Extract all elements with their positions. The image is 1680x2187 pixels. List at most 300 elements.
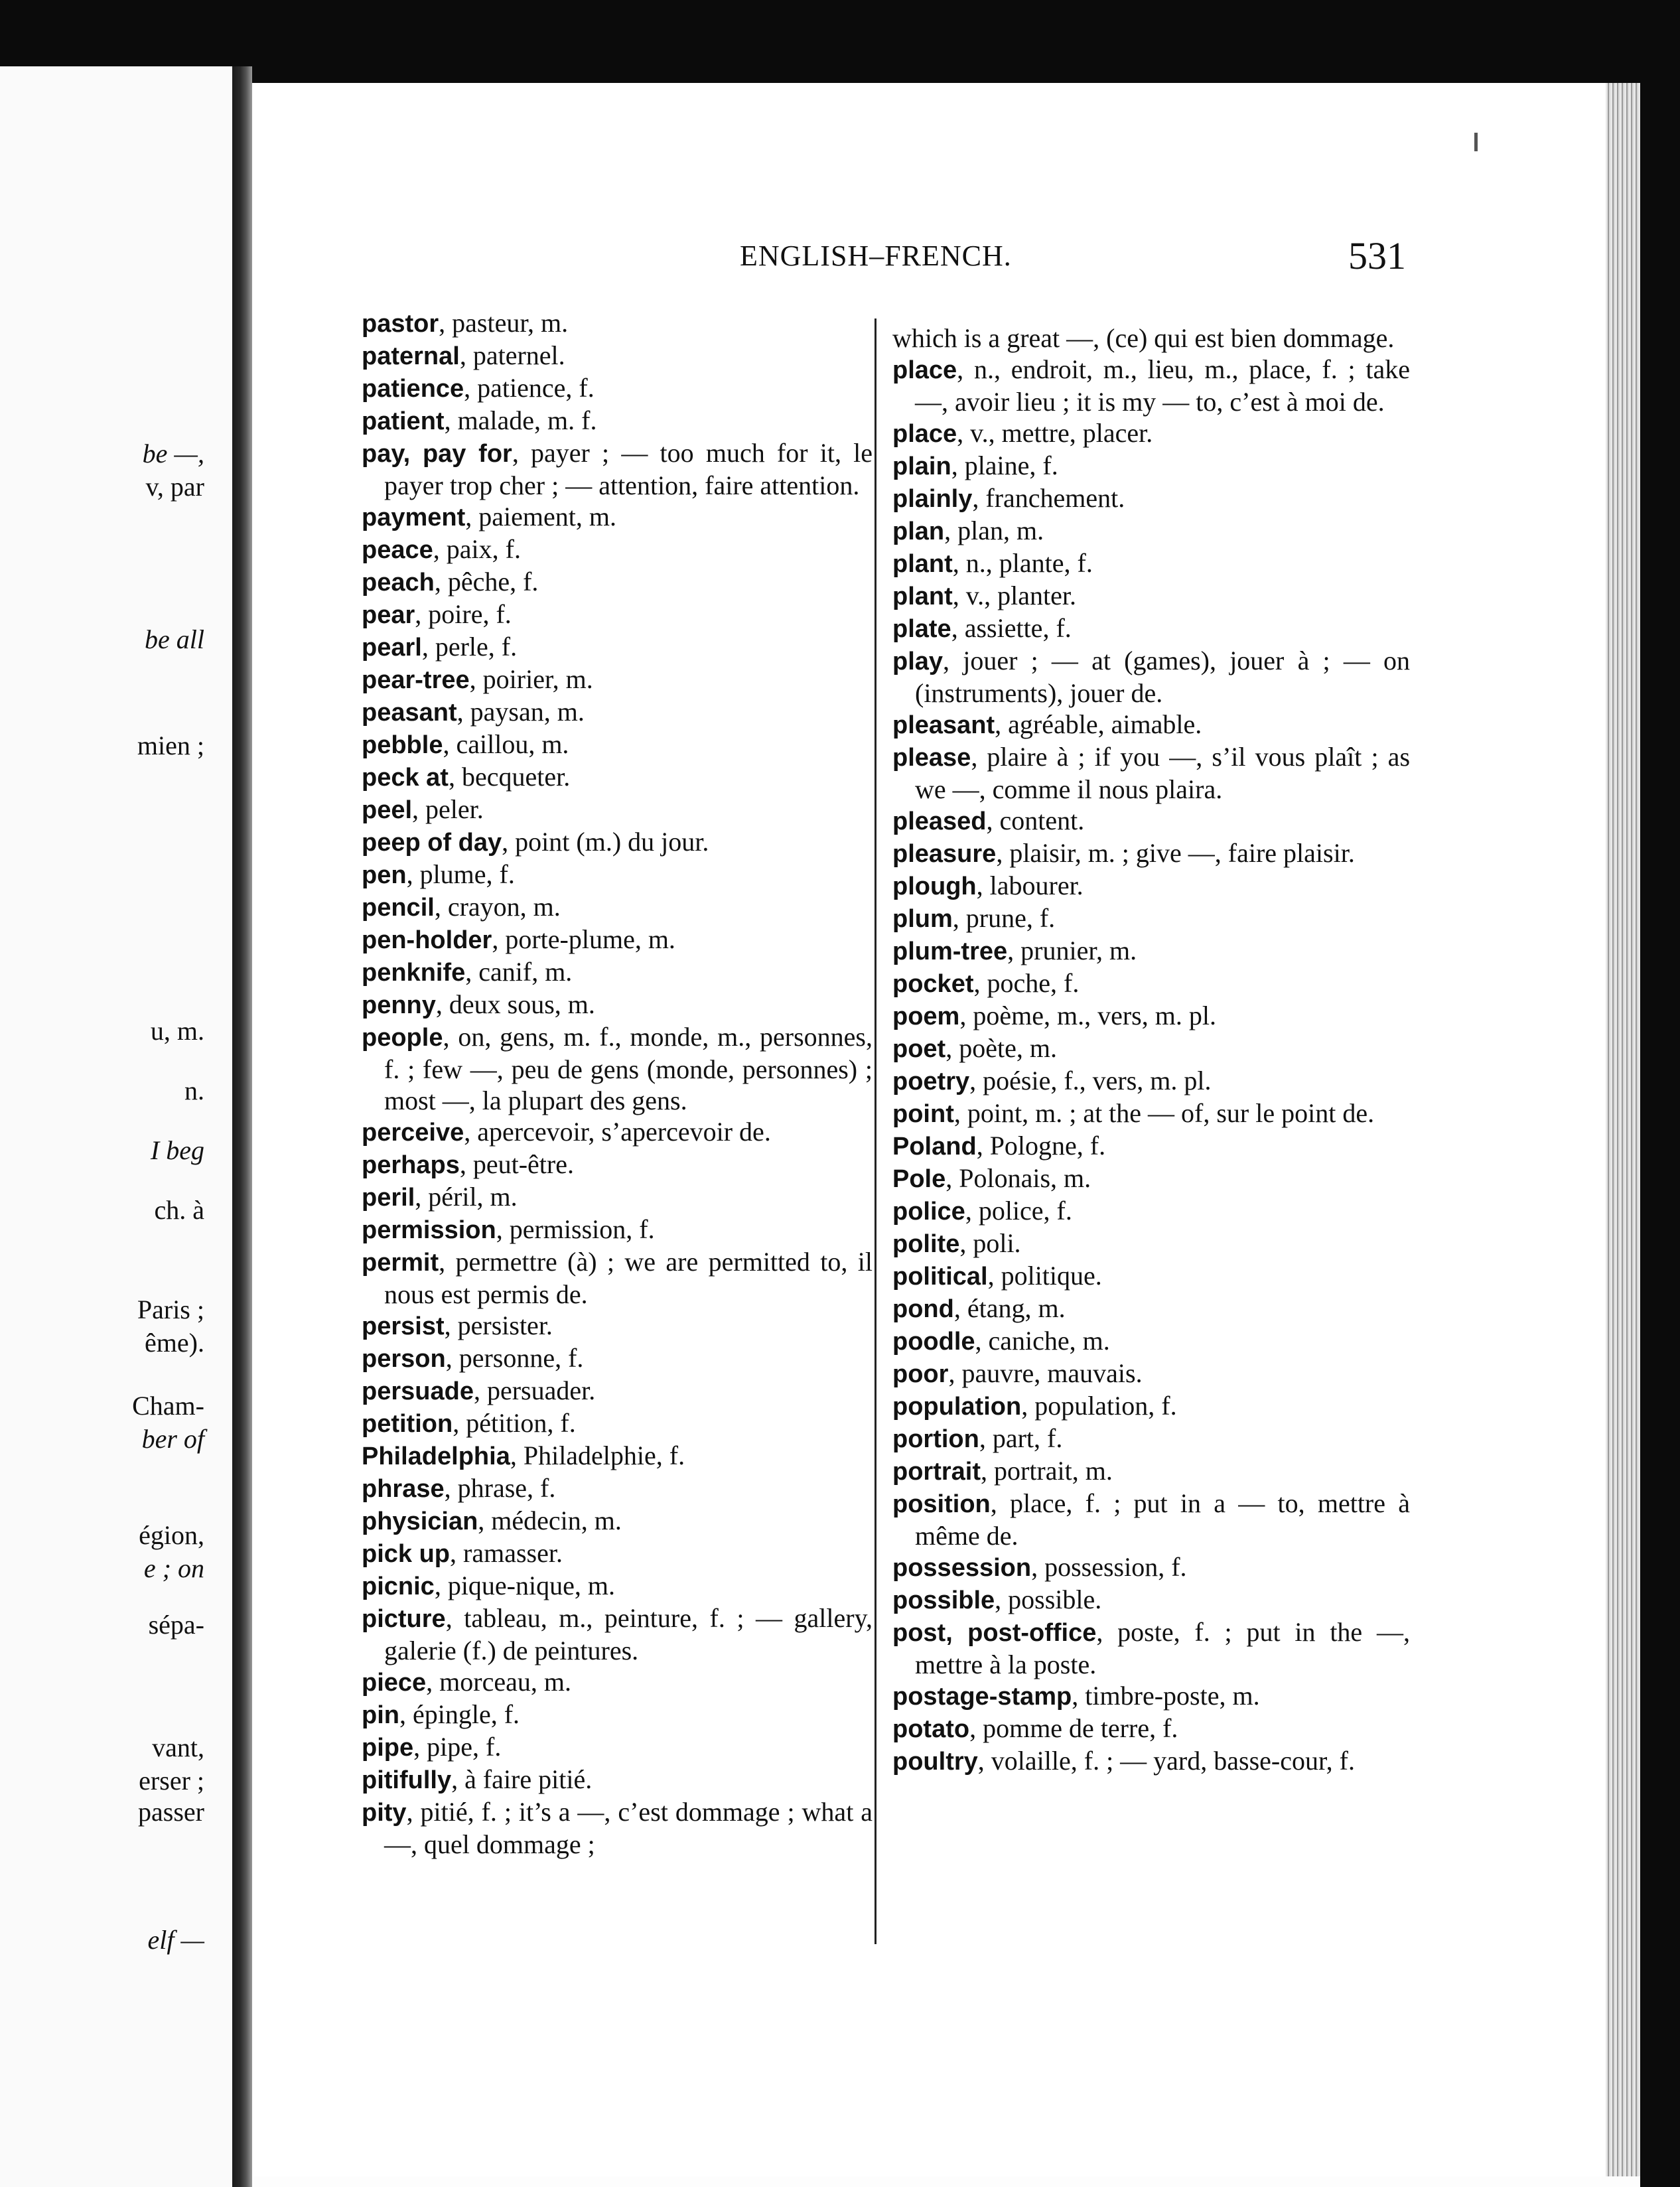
dictionary-entry — [362, 501, 873, 533]
entry-separator: , — [502, 827, 516, 857]
entry-headword: pond — [892, 1295, 954, 1323]
entry-definition: ramasser. — [463, 1538, 563, 1568]
dictionary-entry — [362, 891, 873, 924]
entry-separator: , — [444, 405, 458, 435]
entry-definition: portrait, m. — [994, 1456, 1113, 1486]
dictionary-entry — [362, 631, 873, 664]
entry-separator: , — [986, 806, 1000, 835]
dictionary-entry — [892, 1130, 1410, 1163]
entry-separator: , — [453, 1408, 466, 1438]
entry-headword: persist — [362, 1312, 445, 1340]
entry-definition: politique. — [1001, 1261, 1102, 1291]
entry-headword: perceive — [362, 1119, 464, 1147]
entry-headword: plant — [892, 583, 953, 610]
entry-separator: , — [492, 924, 506, 954]
dictionary-entry — [362, 340, 873, 372]
dictionary-entry — [362, 1505, 873, 1537]
dictionary-entry — [892, 1584, 1410, 1616]
entry-headword: population — [892, 1393, 1022, 1421]
dictionary-entry — [892, 1713, 1410, 1745]
entry-headword: play — [892, 648, 944, 675]
dictionary-entry — [362, 405, 873, 437]
entry-definition: which is a great —, (ce) qui est bien dommage. — [892, 323, 1395, 353]
entry-definition: paysan, m. — [470, 697, 585, 727]
entry-headword: payment — [362, 504, 466, 531]
dictionary-entry — [362, 696, 873, 729]
page-number: 531 — [1348, 234, 1406, 277]
entry-separator: , — [444, 1473, 458, 1503]
dictionary-column-right — [892, 322, 1410, 1778]
entry-separator: , — [969, 1066, 983, 1095]
dictionary-entry — [362, 1310, 873, 1342]
entry-separator: , — [943, 646, 963, 675]
entry-separator: , — [945, 1033, 959, 1063]
entry-separator: , — [976, 1131, 990, 1161]
entry-separator: , — [972, 483, 986, 513]
entry-definition: poésie, f., vers, m. pl. — [983, 1066, 1212, 1095]
entry-headword: plough — [892, 873, 977, 900]
entry-separator: , — [473, 1376, 487, 1405]
entry-definition: part, f. — [992, 1423, 1063, 1453]
left-page-fragment: be all — [145, 624, 204, 654]
entry-definition: caillou, m. — [456, 729, 569, 759]
entry-definition: franchement. — [985, 483, 1125, 513]
dictionary-entry — [892, 1260, 1410, 1293]
entry-headword: poultry — [892, 1748, 978, 1776]
entry-headword: possession — [892, 1554, 1032, 1582]
dictionary-entry — [362, 1570, 873, 1602]
dictionary-entry — [892, 805, 1410, 837]
entry-separator: , — [434, 1571, 448, 1600]
entry-separator: , — [953, 1293, 967, 1323]
entry-separator: , — [496, 1214, 510, 1244]
entry-separator: , — [445, 1343, 459, 1373]
entry-separator: , — [965, 1196, 979, 1226]
entry-separator: , — [444, 1310, 458, 1340]
dictionary-entry — [362, 1342, 873, 1375]
left-page-fragment: v, par — [145, 472, 204, 502]
entry-definition: phrase, f. — [457, 1473, 556, 1503]
dictionary-entry — [892, 709, 1410, 741]
entry-headword: plum — [892, 905, 953, 933]
entry-definition: labourer. — [989, 871, 1084, 900]
dictionary-entry — [362, 1246, 873, 1310]
dictionary-entry — [362, 1116, 873, 1149]
left-page-fragment: égion, — [139, 1520, 204, 1550]
dictionary-entry — [892, 547, 1410, 580]
entry-separator: , — [996, 838, 1010, 868]
dictionary-entry — [892, 870, 1410, 902]
entry-headword: pearl — [362, 634, 422, 662]
entry-headword: poet — [892, 1035, 946, 1063]
entry-definition: Pologne, f. — [989, 1131, 1106, 1161]
left-page-fragment: u, m. — [150, 1016, 204, 1046]
dictionary-entry — [892, 1455, 1410, 1488]
entry-headword: permission — [362, 1216, 496, 1244]
entry-definition: personne, f. — [458, 1343, 584, 1373]
left-page-fragment: vant, — [152, 1732, 204, 1762]
entry-separator: , — [987, 1261, 1001, 1291]
entry-headword: plan — [892, 518, 945, 545]
dictionary-entry — [362, 956, 873, 989]
dictionary-entry — [892, 967, 1410, 1000]
entry-definition: pétition, f. — [466, 1408, 576, 1438]
entry-separator: , — [976, 871, 990, 900]
entry-separator: , — [1072, 1681, 1085, 1711]
entry-separator: , — [439, 308, 453, 338]
entry-headword: potato — [892, 1715, 970, 1743]
dictionary-entry — [362, 1407, 873, 1440]
dictionary-entry — [892, 580, 1410, 612]
left-page-fragment: ber of — [141, 1424, 204, 1454]
dictionary-entry — [362, 599, 873, 631]
entry-definition: point (m.) du jour. — [515, 827, 709, 857]
entry-headword: police — [892, 1198, 965, 1226]
entry-headword: place — [892, 420, 957, 448]
entry-definition: assiette, f. — [964, 613, 1072, 643]
entry-headword: pick up — [362, 1540, 451, 1568]
dictionary-entry — [892, 1032, 1410, 1065]
entry-definition: volaille, f. ; — yard, basse-cour, f. — [991, 1746, 1356, 1776]
dictionary-entry — [362, 1537, 873, 1570]
entry-definition: apercevoir, s’apercevoir de. — [477, 1117, 771, 1147]
dictionary-entry — [362, 761, 873, 794]
entry-headword: Pole — [892, 1165, 946, 1193]
entry-headword: plainly — [892, 485, 973, 513]
entry-headword: point — [892, 1100, 954, 1128]
dictionary-entry — [362, 1602, 873, 1666]
entry-definition: Polonais, m. — [959, 1163, 1091, 1193]
page-edges — [1606, 83, 1640, 2176]
dictionary-entry — [892, 741, 1410, 805]
dictionary-entry — [892, 1163, 1410, 1195]
entry-headword: persuade — [362, 1377, 474, 1405]
entry-definition: morceau, m. — [439, 1667, 571, 1697]
entry-definition: timbre-poste, m. — [1085, 1681, 1260, 1711]
entry-separator: , — [971, 742, 987, 772]
entry-separator: , — [450, 1538, 464, 1568]
dictionary-entry — [892, 902, 1410, 935]
entry-headword: peach — [362, 569, 435, 597]
entry-separator: , — [969, 1713, 983, 1743]
entry-headword: penny — [362, 991, 436, 1019]
entry-headword: position — [892, 1490, 991, 1518]
entry-separator: , — [1021, 1391, 1035, 1421]
dictionary-entry — [892, 1745, 1410, 1778]
entry-headword: pitifully — [362, 1766, 452, 1794]
entry-headword: pleasant — [892, 711, 995, 739]
dictionary-entry — [892, 1358, 1410, 1390]
entry-headword: pen-holder — [362, 926, 492, 954]
entry-definition: deux sous, m. — [449, 989, 595, 1019]
left-page-fragment: elf — — [147, 1925, 204, 1955]
entry-headword: picnic — [362, 1573, 435, 1600]
entry-separator: , — [952, 581, 966, 610]
dictionary-entry — [892, 1325, 1410, 1358]
entry-definition: poète, m. — [959, 1033, 1057, 1063]
entry-headword: political — [892, 1263, 988, 1291]
entry-headword: permit — [362, 1249, 439, 1277]
entry-separator: , — [445, 1603, 464, 1633]
running-header: ENGLISH–FRENCH. — [740, 240, 1012, 272]
dictionary-entry — [362, 989, 873, 1021]
entry-headword: patient — [362, 407, 445, 435]
entry-definition: pauvre, mauvais. — [961, 1358, 1143, 1388]
dictionary-entry — [362, 1796, 873, 1860]
entry-definition: caniche, m. — [988, 1326, 1110, 1356]
entry-headword: portion — [892, 1425, 979, 1453]
column-divider — [875, 318, 876, 1944]
entry-definition: n., plante, f. — [965, 548, 1093, 578]
dictionary-entry — [362, 1440, 873, 1472]
entry-definition: plume, f. — [419, 859, 515, 889]
entry-definition: médecin, m. — [491, 1506, 622, 1535]
entry-headword: peck at — [362, 764, 449, 792]
entry-definition: plaine, f. — [964, 451, 1058, 480]
entry-headword: pocket — [892, 970, 974, 998]
entry-definition: permission, f. — [509, 1214, 655, 1244]
entry-separator: , — [957, 354, 974, 384]
entry-separator: , — [434, 892, 448, 922]
entry-headword: pencil — [362, 894, 435, 922]
entry-headword: people — [362, 1024, 443, 1052]
entry-separator: , — [977, 1746, 991, 1776]
entry-separator: , — [995, 1585, 1009, 1614]
dictionary-entry — [362, 1214, 873, 1246]
entry-separator: , — [948, 1358, 962, 1388]
left-page-fragment: passer — [138, 1797, 204, 1827]
entry-headword: patience — [362, 375, 464, 403]
entry-separator: , — [443, 729, 456, 759]
entry-headword: pleased — [892, 808, 987, 835]
dictionary-entry — [892, 1065, 1410, 1097]
entry-definition: poche, f. — [987, 968, 1080, 998]
entry-definition: peler. — [425, 794, 484, 824]
entry-definition: possible. — [1008, 1585, 1102, 1614]
scan-speck — [1474, 133, 1478, 151]
entry-definition: pipe, f. — [427, 1732, 502, 1762]
entry-headword: poor — [892, 1360, 949, 1388]
entry-separator: , — [990, 1488, 1011, 1518]
entry-definition: paiement, m. — [478, 502, 616, 531]
dictionary-entry — [362, 859, 873, 891]
entry-headword: poetry — [892, 1068, 970, 1095]
entry-definition: prune, f. — [965, 903, 1056, 933]
entry-headword: plate — [892, 615, 951, 643]
dictionary-entry — [362, 1181, 873, 1214]
entry-separator: , — [406, 859, 420, 889]
entry-separator: , — [1096, 1617, 1118, 1647]
entry-separator: , — [415, 1182, 429, 1212]
entry-definition: persuader. — [486, 1376, 596, 1405]
entry-separator: , — [451, 1764, 465, 1794]
dictionary-entry — [362, 826, 873, 859]
entry-definition: plan, m. — [957, 516, 1044, 545]
entry-definition: on, gens, m. f., monde, m., personnes, f. ; few —, peu de gens (monde, personnes) ; most —, la plupart des gens. — [384, 1022, 873, 1115]
entry-headword: polite — [892, 1230, 960, 1258]
entry-separator: , — [435, 989, 449, 1019]
entry-separator: , — [510, 1441, 524, 1470]
entry-separator: , — [1007, 936, 1021, 965]
entry-headword: pipe — [362, 1734, 414, 1762]
dictionary-entry — [892, 354, 1410, 417]
entry-definition: v., planter. — [965, 581, 1077, 610]
entry-separator: , — [433, 534, 447, 564]
entry-separator: , — [953, 1098, 967, 1128]
entry-separator: , — [952, 903, 966, 933]
entry-definition: possession, f. — [1044, 1552, 1187, 1582]
entry-definition: porte-plume, m. — [505, 924, 675, 954]
entry-headword: perhaps — [362, 1151, 460, 1179]
entry-headword: poem — [892, 1003, 960, 1030]
entry-definition: étang, m. — [967, 1293, 1066, 1323]
entry-headword: pleasure — [892, 840, 997, 868]
entry-separator: , — [448, 762, 462, 792]
entry-headword: postage-stamp — [892, 1683, 1072, 1711]
entry-headword: piece — [362, 1669, 427, 1697]
entry-separator: , — [975, 1326, 989, 1356]
entry-headword: pear — [362, 601, 415, 629]
entry-separator: , — [981, 1456, 994, 1486]
dictionary-entry — [362, 1731, 873, 1764]
entry-definition: point, m. ; at the — of, sur le point de. — [967, 1098, 1375, 1128]
dictionary-entry — [362, 794, 873, 826]
dictionary-entry — [892, 1195, 1410, 1228]
entry-headword: Philadelphia — [362, 1443, 510, 1470]
left-page-fragment: Cham- — [132, 1391, 204, 1421]
dictionary-entry — [892, 1680, 1410, 1713]
entry-definition: plaire à ; if you —, s’il vous plaît ; as we —, comme il nous plaira. — [915, 742, 1411, 804]
entry-definition: agréable, aimable. — [1008, 709, 1202, 739]
entry-definition: poli. — [973, 1228, 1021, 1258]
entry-separator: , — [478, 1506, 492, 1535]
entry-headword: plain — [892, 453, 951, 480]
dictionary-entry — [362, 924, 873, 956]
left-page-fragment: be —, — [142, 439, 204, 468]
entry-definition: becqueter. — [461, 762, 571, 792]
entry-definition: prunier, m. — [1020, 936, 1137, 965]
entry-headword: physician — [362, 1508, 478, 1535]
left-page-fragment: n. — [184, 1076, 204, 1105]
entry-separator: , — [464, 1117, 478, 1147]
entry-headword: penknife — [362, 959, 466, 987]
dictionary-entry — [892, 1000, 1410, 1032]
entry-headword: pity — [362, 1799, 407, 1827]
entry-separator: , — [952, 548, 966, 578]
left-page-fragment: Paris ; — [137, 1295, 204, 1324]
entry-headword: pear-tree — [362, 666, 470, 694]
entry-headword: plum-tree — [892, 938, 1008, 965]
entry-separator: , — [469, 664, 483, 694]
entry-separator: , — [413, 1732, 427, 1762]
dictionary-entry — [362, 533, 873, 566]
dictionary-column-left — [362, 307, 873, 1860]
left-page — [0, 66, 232, 2187]
dictionary-entry — [892, 1551, 1410, 1584]
entry-definition: police, f. — [978, 1196, 1072, 1226]
entry-definition: paternel. — [472, 340, 565, 370]
entry-definition: place, f. ; put in a — to, mettre à même de. — [915, 1488, 1411, 1551]
left-page-fragment: ch. à — [154, 1195, 204, 1225]
entry-definition: tableau, m., peinture, f. ; — gallery, galerie (f.) de peintures. — [384, 1603, 873, 1665]
entry-headword: portrait — [892, 1458, 981, 1486]
entry-separator: , — [459, 1149, 473, 1179]
dictionary-entry — [892, 837, 1410, 870]
dictionary-entry — [892, 515, 1410, 547]
entry-definition: canif, m. — [478, 957, 573, 987]
entry-headword: plant — [892, 550, 953, 578]
entry-headword: Poland — [892, 1133, 977, 1161]
dictionary-entry — [892, 935, 1410, 967]
entry-headword: petition — [362, 1410, 453, 1438]
entry-separator: , — [979, 1423, 993, 1453]
dictionary-entry — [362, 1472, 873, 1505]
entry-definition: pique-nique, m. — [447, 1571, 615, 1600]
entry-definition: crayon, m. — [447, 892, 561, 922]
entry-headword: pebble — [362, 731, 443, 759]
entry-separator: , — [464, 373, 478, 403]
dictionary-entry — [892, 1423, 1410, 1455]
entry-definition: permettre (à) ; we are permitted to, il nous est permis de. — [384, 1247, 873, 1309]
dictionary-entry — [362, 1699, 873, 1731]
entry-headword: peep of day — [362, 829, 502, 857]
entry-definition: pitié, f. ; it’s a —, c’est dommage ; what a —, quel dommage ; — [384, 1797, 873, 1859]
entry-separator: , — [459, 340, 473, 370]
entry-headword: picture — [362, 1605, 446, 1633]
entry-separator: , — [945, 1163, 959, 1193]
entry-separator: , — [944, 516, 958, 545]
book-gutter — [232, 66, 252, 2187]
dictionary-entry — [362, 1764, 873, 1796]
dictionary-entry — [892, 1228, 1410, 1260]
entry-definition: patience, f. — [477, 373, 595, 403]
dictionary-entry — [362, 566, 873, 599]
entry-separator: , — [957, 418, 971, 448]
entry-headword: place — [892, 356, 957, 384]
entry-definition: perle, f. — [435, 632, 518, 662]
entry-definition: jouer ; — at (games), jouer à ; — on (instruments), jouer de. — [915, 646, 1411, 708]
entry-headword: peasant — [362, 699, 457, 727]
entry-separator: , — [434, 567, 448, 597]
entry-headword: phrase — [362, 1475, 445, 1503]
entry-separator: , — [406, 1797, 421, 1827]
entry-separator: , — [995, 709, 1009, 739]
left-page-fragment: e ; on — [143, 1553, 204, 1583]
entry-definition: à faire pitié. — [464, 1764, 593, 1794]
entry-headword: please — [892, 744, 971, 772]
dictionary-entry — [892, 417, 1410, 450]
entry-definition: payer ; — too much for it, le payer trop cher ; — attention, faire attention. — [384, 438, 873, 500]
entry-separator: , — [443, 1022, 458, 1052]
entry-headword: pen — [362, 861, 407, 889]
entry-separator: , — [456, 697, 470, 727]
entry-separator: , — [465, 957, 479, 987]
entry-separator: , — [399, 1699, 413, 1729]
entry-separator: , — [512, 438, 531, 468]
entry-definition: épingle, f. — [412, 1699, 520, 1729]
entry-definition: population, f. — [1034, 1391, 1177, 1421]
dictionary-entry — [362, 437, 873, 501]
dictionary-entry — [362, 1375, 873, 1407]
dictionary-entry — [892, 612, 1410, 645]
left-page-fragment: sépa- — [148, 1610, 204, 1640]
entry-separator: , — [415, 599, 429, 629]
entry-headword: pay, pay for — [362, 440, 512, 468]
left-page-fragment: I beg — [150, 1135, 204, 1165]
scan-border-right — [1640, 0, 1680, 2187]
entry-definition: persister. — [457, 1310, 553, 1340]
dictionary-entry — [362, 1149, 873, 1181]
